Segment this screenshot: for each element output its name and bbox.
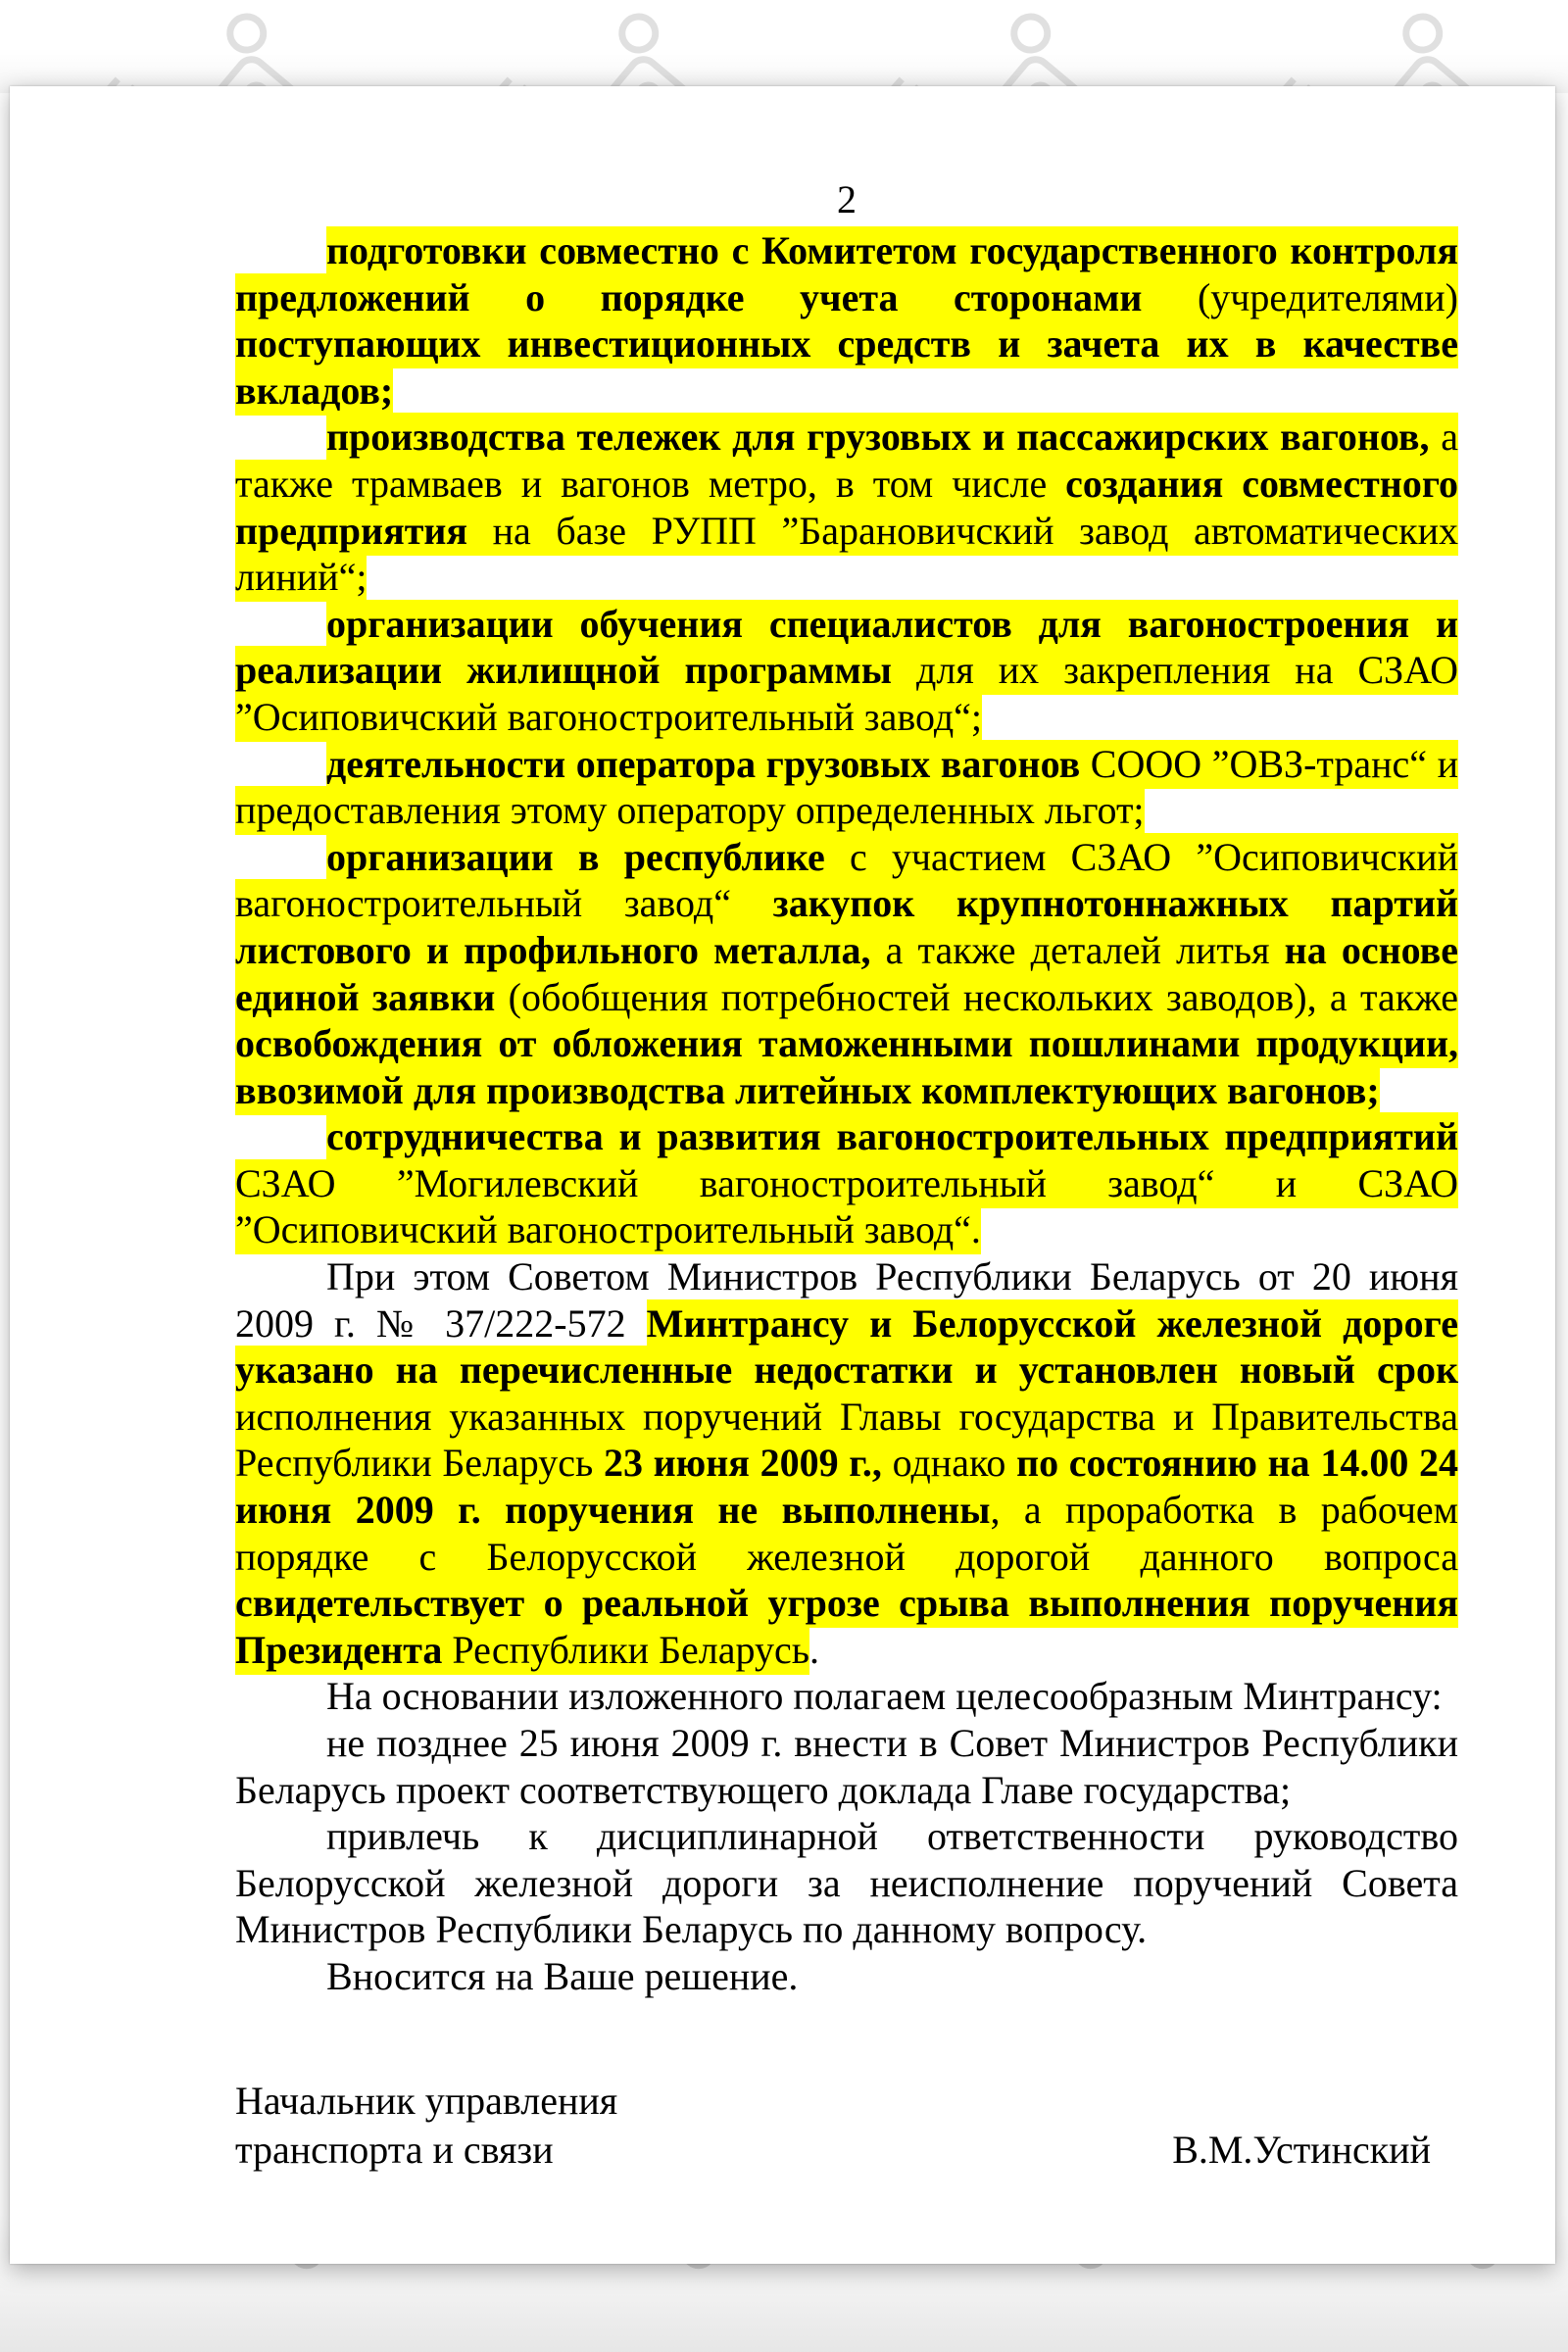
text-run: организации обучения специалистов для вагоностроения и реализации жилищной программы: [235, 600, 1458, 696]
text-run: СЗАО ”Могилевский вагоностроительный завод“ и СЗАО ”Осиповичский вагоностроительный завод“.: [235, 1159, 1458, 1255]
text-run: организации в республике: [326, 833, 850, 882]
text-run: а также трамваев и вагонов метро, в том числе: [235, 413, 1458, 509]
text-run: На основании изложенного полагаем целесообразным Минтрансу:: [326, 1674, 1443, 1719]
text-run: для их закрепления на СЗАО ”Осиповичский вагоностроительный завод“;: [235, 646, 1458, 742]
paragraph: [235, 1253, 1458, 1673]
text-run: привлечь к дисциплинарной ответственности руководство Белорусской железной дороги за неисполнение поручений Совета Министров Республики Беларусь по данному вопросу.: [235, 1814, 1458, 1952]
text-run: (учредителями): [1198, 273, 1458, 322]
text-run: с участием СЗАО ”Осиповичский вагоностроительный завод“: [235, 833, 1458, 929]
text-run: , а проработка в рабочем порядке с Белорусской железной дорогой данного вопроса: [235, 1486, 1458, 1582]
text-run: сотрудничества и развития вагоностроительных предприятий: [326, 1112, 1458, 1161]
text-run: не позднее 25 июня 2009 г. внести в Совет Министров Республики Беларусь проект соответствующего доклада Главе государства;: [235, 1721, 1458, 1812]
signer-position-line2: транспорта и связи: [235, 2127, 554, 2172]
paragraph: [235, 741, 1458, 834]
text-run: Республики Беларусь: [452, 1626, 809, 1675]
text-run: однако: [893, 1439, 1016, 1488]
text-run: деятельности оператора грузовых вагонов: [326, 740, 1091, 789]
text-run: СООО ”ОВЗ-транс“ и предоставления этому оператору определенных льгот;: [235, 740, 1458, 836]
text-run: по состоянию на 14.00 24 июня 2009 г. поручения не выполнены: [235, 1439, 1458, 1535]
text-run: создания совместного предприятия: [235, 460, 1458, 556]
text-run: .: [808, 1627, 819, 1672]
signer-name: В.М.Устинский: [1172, 2127, 1431, 2172]
paragraph: [235, 834, 1458, 1114]
text-run: закупок крупнотоннажных партий листового и профильного металла,: [235, 879, 1458, 975]
text-run: свидетельствует о реальной угрозе срыва выполнения поручения Президента: [235, 1579, 1458, 1675]
document-page: [10, 86, 1555, 2264]
paragraph: [235, 1673, 1458, 1720]
paragraph: [235, 1813, 1458, 1953]
paragraph: [235, 1113, 1458, 1253]
page-number: 2: [837, 177, 857, 221]
text-run: При этом Советом Министров Республики Беларусь от 20 июня 2009 г. № 37/222-572: [235, 1254, 1458, 1346]
text-run: а также деталей литья: [886, 926, 1285, 975]
signer-position-line1: Начальник управления: [235, 2078, 618, 2123]
text-run: поступающих инвестиционных средств и зачета их в качестве вкладов;: [235, 319, 1458, 416]
paragraph: [235, 1720, 1458, 1813]
text-run: (обобщения потребностей нескольких заводов), а также: [509, 973, 1458, 1022]
paragraph: [235, 227, 1458, 414]
text-run: исполнения указанных поручений Главы государства и Правительства Республики Беларусь: [235, 1393, 1458, 1489]
text-run: 23 июня 2009 г.,: [604, 1439, 893, 1488]
text-run: производства тележек для грузовых и пассажирских вагонов,: [326, 413, 1441, 462]
document-body: [235, 227, 1458, 2000]
text-run: освобождения от обложения таможенными пошлинами продукции, ввозимой для производства литейных комплектующих вагонов;: [235, 1019, 1458, 1115]
text-run: на базе РУПП ”Барановичский завод автоматических линий“;: [235, 507, 1458, 603]
signature-block: [235, 2077, 1458, 2175]
paragraph: [235, 601, 1458, 741]
document-content: [235, 176, 1458, 2175]
text-run: Минтрансу и Белорусской железной дороге указано на перечисленные недостатки и установлен новый срок: [235, 1299, 1458, 1396]
paragraph: [235, 414, 1458, 600]
paragraph: [235, 1953, 1458, 2000]
text-run: Вносится на Ваше решение.: [326, 1953, 799, 1998]
text-run: подготовки совместно с Комитетом государственного контроля предложений о порядке учета сторонами: [235, 226, 1458, 322]
text-run: на основе единой заявки: [235, 926, 1458, 1022]
